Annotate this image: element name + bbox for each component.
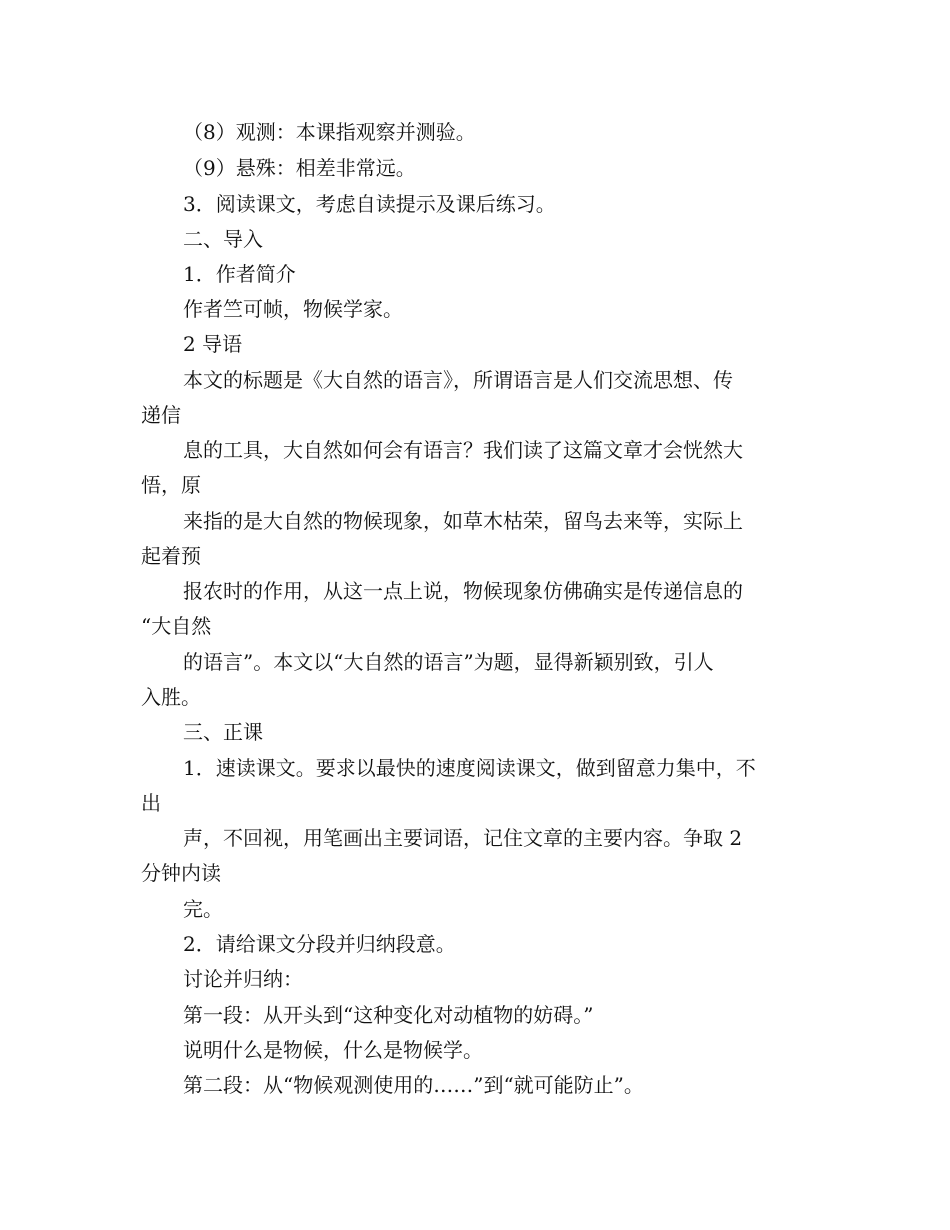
section-heading: 二、导入 [183, 227, 263, 251]
text-line: 出 [141, 791, 161, 815]
text-line: 第二段：从“物候观测使用的……”到“就可能防止”。 [183, 1073, 644, 1097]
text-line: 报农时的作用，从这一点上说，物候现象仿佛确实是传递信息的 [183, 579, 743, 603]
text-line: 第一段：从开头到“这种变化对动植物的妨碍。” [183, 1003, 594, 1027]
text-line: 来指的是大自然的物候现象，如草木枯荣，留鸟去来等，实际上 [183, 509, 743, 533]
text-line: 声，不回视，用笔画出主要词语，记住文章的主要内容。争取 2 [183, 826, 743, 850]
text-line: 3．阅读课文，考虑自读提示及课后练习。 [183, 192, 556, 216]
text-line: 讨论并归纳： [183, 967, 303, 991]
text-line: 递信 [141, 403, 181, 427]
text-line: 作者竺可帧，物候学家。 [183, 297, 403, 321]
text-line: 起着预 [141, 544, 201, 568]
text-line: 入胜。 [141, 685, 201, 709]
subheading: 1．作者简介 [183, 262, 296, 286]
text-line: 本文的标题是《大自然的语言》，所谓语言是人们交流思想、传 [183, 368, 733, 392]
text-line: 2．请给课文分段并归纳段意。 [183, 932, 456, 956]
section-heading: 三、正课 [183, 720, 263, 744]
text-line: 悟，原 [141, 473, 201, 497]
text-line: （8）观测：本课指观察并测验。 [183, 120, 476, 144]
text-line: 说明什么是物候，什么是物候学。 [183, 1038, 483, 1062]
text-line: 1．速读课文。要求以最快的速度阅读课文，做到留意力集中，不 [183, 756, 756, 780]
text-line: 息的工具，大自然如何会有语言？我们读了这篇文章才会恍然大 [183, 438, 743, 462]
text-line: 的语言”。本文以“大自然的语言”为题，显得新颖别致，引人 [183, 650, 714, 674]
text-line: 完。 [183, 897, 223, 921]
text-line: （9）悬殊：相差非常远。 [183, 156, 416, 180]
text-line: “大自然 [141, 614, 212, 638]
text-line: 分钟内读 [141, 861, 221, 885]
subheading: 2 导语 [183, 332, 243, 356]
